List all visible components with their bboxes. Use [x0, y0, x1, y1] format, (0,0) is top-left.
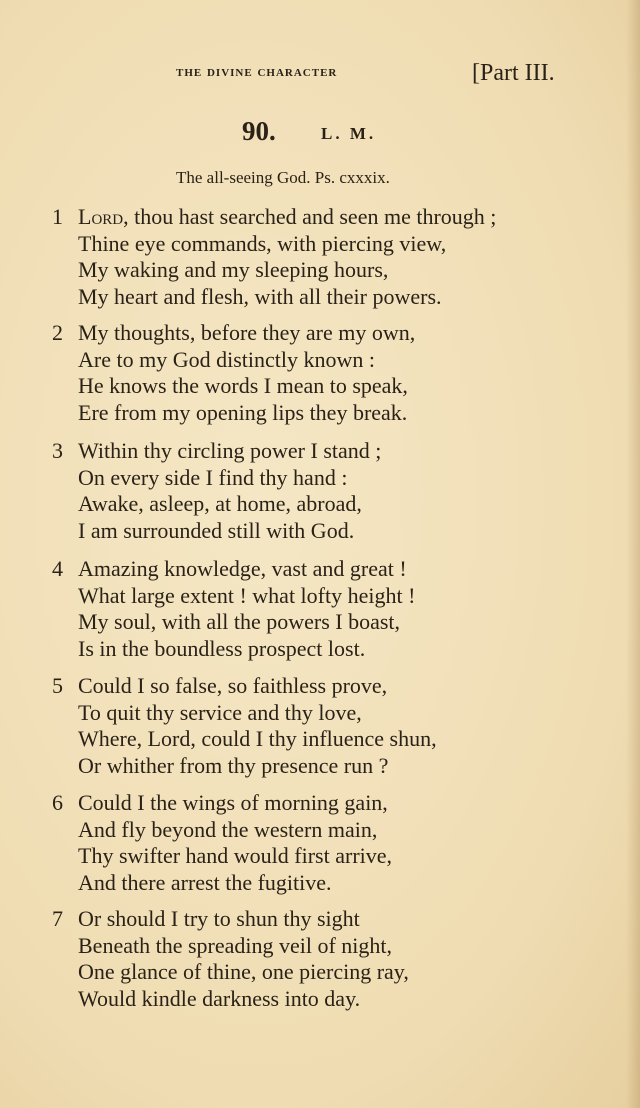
verse-line: Or whither from thy presence run ? — [78, 752, 389, 778]
running-title: the divine character — [176, 64, 338, 80]
verse-line: To quit thy service and thy love, — [78, 699, 362, 725]
verse-line: Beneath the spreading veil of night, — [78, 932, 393, 958]
stanza — [52, 790, 392, 896]
stanza — [52, 906, 409, 1012]
hymn-subtitle: The all-seeing God. Ps. cxxxix. — [176, 168, 390, 187]
stanza-number: 7 — [52, 906, 63, 931]
small-caps-word: Lord — [78, 204, 124, 229]
stanza — [52, 204, 496, 310]
hymn-number: 90. — [242, 116, 276, 146]
verse-line: Thine eye commands, with piercing view, — [78, 230, 447, 256]
verse-line: Is in the boundless prospect lost. — [78, 635, 366, 661]
stanza — [52, 556, 415, 662]
part-label: [Part III. — [472, 60, 555, 86]
verse-line: Within thy circling power I stand ; — [78, 438, 382, 463]
stanza-number: 2 — [52, 320, 63, 345]
verse-line: Amazing knowledge, vast and great ! — [78, 556, 407, 581]
verse-line: He knows the words I mean to speak, — [78, 373, 408, 398]
verse-line: Where, Lord, could I thy influence shun, — [78, 726, 437, 751]
stanza-number: 1 — [52, 204, 63, 229]
stanza-number: 5 — [52, 673, 63, 698]
verse-line: Are to my God distinctly known : — [78, 346, 375, 372]
stanza-number: 6 — [52, 790, 63, 815]
verse-line: Awake, asleep, at home, abroad, — [78, 491, 362, 516]
verse-line: What large extent ! what lofty height ! — [78, 582, 416, 608]
verse-line: Ere from my opening lips they break. — [78, 399, 408, 425]
verse-line: I am surrounded still with God. — [78, 517, 355, 543]
verse-line: My thoughts, before they are my own, — [78, 320, 416, 345]
verse-line: One glance of thine, one piercing ray, — [78, 959, 409, 984]
stanza-number: 4 — [52, 556, 63, 581]
stanza-number: 3 — [52, 438, 63, 463]
verse-line: Could I the wings of morning gain, — [78, 790, 388, 815]
page-edge-shadow — [626, 0, 640, 1108]
verse-line: My heart and flesh, with all their powers. — [78, 283, 442, 309]
hymn-meter: L. M. — [321, 124, 377, 143]
verse-line-text: , thou hast searched and seen me through ; — [123, 204, 497, 229]
verse-line: And there arrest the fugitive. — [78, 869, 332, 895]
verse-line: Could I so false, so faithless prove, — [78, 673, 388, 698]
verse-line: And fly beyond the western main, — [78, 816, 378, 842]
verse-line: On every side I find thy hand : — [78, 464, 348, 490]
verse-line — [52, 204, 496, 231]
verse-line: My waking and my sleeping hours, — [78, 257, 389, 282]
stanza — [52, 438, 381, 544]
stanza — [52, 320, 415, 426]
verse-line: Would kindle darkness into day. — [78, 985, 361, 1011]
verse-line: My soul, with all the powers I boast, — [78, 609, 401, 634]
stanza — [52, 673, 437, 779]
verse-line: Thy swifter hand would first arrive, — [78, 843, 393, 868]
verse-line: Or should I try to shun thy sight — [78, 906, 360, 931]
